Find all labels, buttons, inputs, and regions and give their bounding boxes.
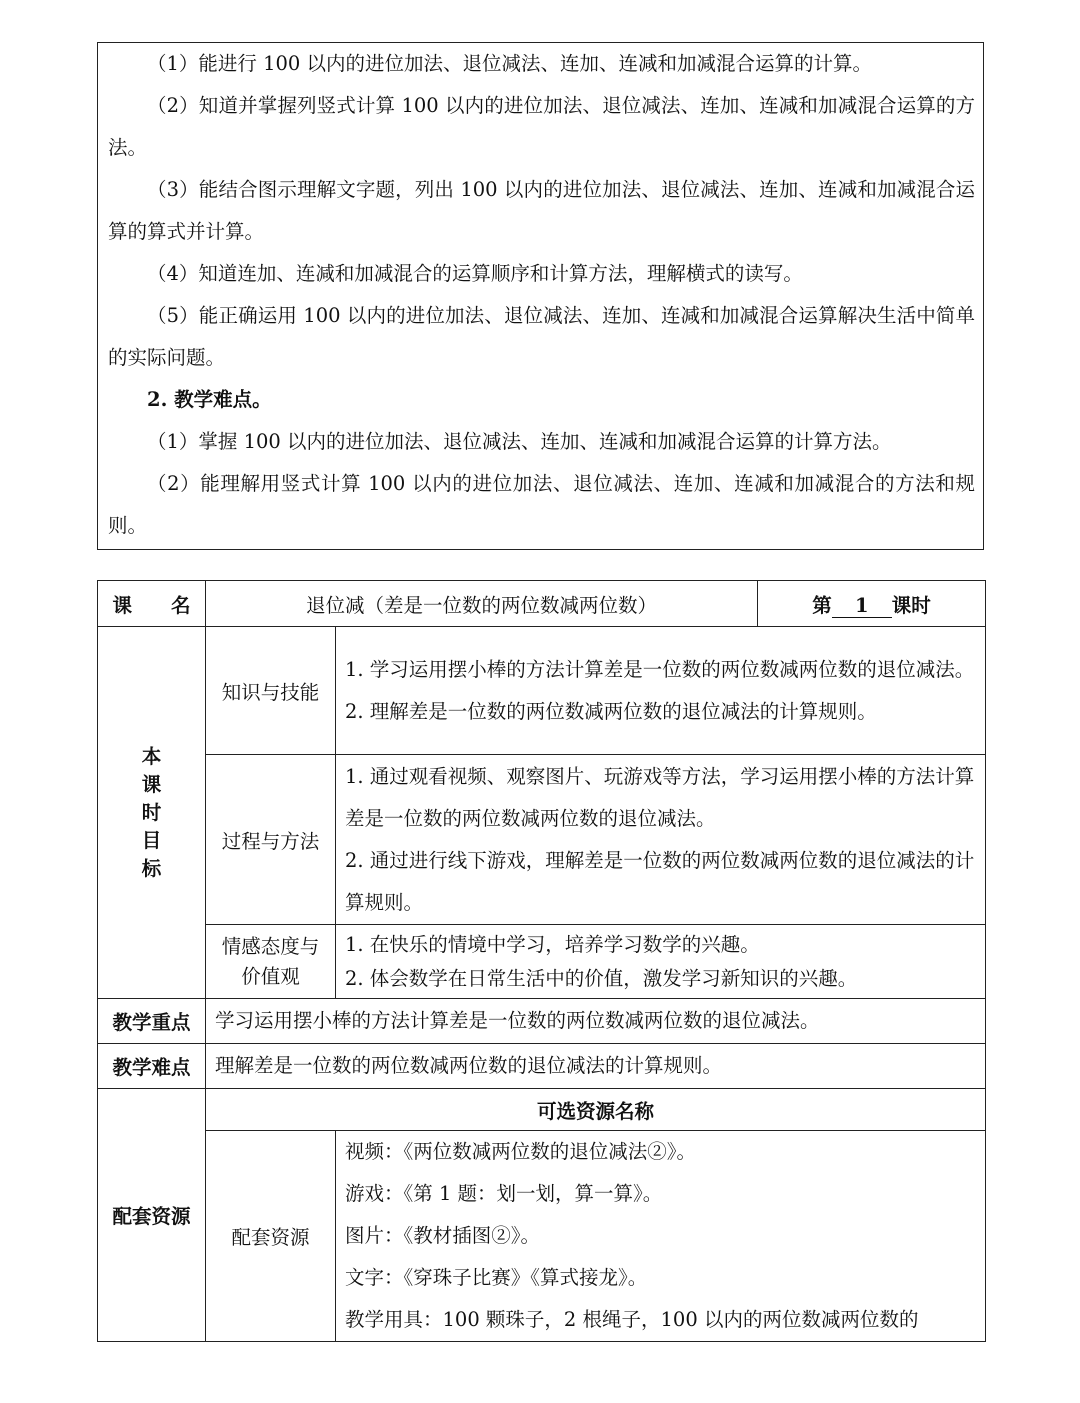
difficulty-2: （2）能理解用竖式计算 100 以内的进位加法、退位减法、连加、连减和加减混合的方法和规则。 [108,472,975,537]
period-number: 1 [832,595,892,618]
process-item: 2. 通过进行线下游戏，理解差是一位数的两位数减两位数的退位减法的计算规则。 [345,848,975,914]
emotion-item: 2. 体会数学在日常生活中的价值，激发学习新知识的兴趣。 [345,966,858,990]
key-point-content [206,999,986,1044]
knowledge-item: 2. 理解差是一位数的两位数减两位数的退位减法的计算规则。 [345,699,877,723]
resources-header: 可选资源名称 [206,1089,986,1131]
key-point-text: 学习运用摆小棒的方法计算差是一位数的两位数减两位数的退位减法。 [215,1009,820,1032]
objectives-label-char: 目 [141,828,162,852]
resource-item: 游戏：《第 1 题：划一划，算一算》。 [345,1182,663,1205]
emotion-row [98,925,986,999]
knowledge-item: 1. 学习运用摆小棒的方法计算差是一位数的两位数减两位数的退位减法。 [345,657,975,681]
resource-item: 图片：《教材插图②》。 [345,1224,541,1247]
objectives-label-char: 课 [141,772,162,796]
process-label: 过程与方法 [206,755,336,925]
period-prefix: 第 [812,593,832,617]
objective-3: （3）能结合图示理解文字题，列出 100 以内的进位加法、退位减法、连加、连减和加减混合运算的算式并计算。 [108,178,975,243]
resources-sub-label: 配套资源 [206,1131,336,1342]
objective-1: （1）能进行 100 以内的进位加法、退位减法、连加、连减和加减混合运算的计算。 [147,52,873,75]
emotion-content [336,925,986,999]
knowledge-label: 知识与技能 [206,627,336,755]
objectives-box [97,42,984,550]
knowledge-content [336,627,986,755]
difficulty-heading: 2. 教学难点。 [147,388,272,411]
resource-item: 教学用具：100 颗珠子，2 根绳子，100 以内的两位数减两位数的 [345,1308,919,1331]
emotion-label-line: 价值观 [241,964,300,988]
period-suffix: 课时 [891,593,931,617]
objectives-label [98,627,206,999]
emotion-item: 1. 在快乐的情境中学习，培养学习数学的兴趣。 [345,932,760,956]
lesson-plan-table [97,580,986,1342]
difficulty-label: 教学难点 [98,1044,206,1089]
objective-2: （2）知道并掌握列竖式计算 100 以内的进位加法、退位减法、连加、连减和加减混合运算的方法。 [108,94,975,159]
knowledge-row [98,627,986,755]
objectives-label-char: 本 [141,744,162,768]
resources-content [336,1131,986,1342]
key-point-row [98,999,986,1044]
process-item: 1. 通过观看视频、观察图片、玩游戏等方法，学习运用摆小棒的方法计算差是一位数的两位数减两位数的退位减法。 [345,764,975,830]
difficulty-content [206,1044,986,1089]
difficulty-row [98,1044,986,1089]
process-row [98,755,986,925]
course-row [98,581,986,627]
objectives-label-char: 标 [141,856,162,880]
resources-header-row [98,1089,986,1131]
emotion-label [206,925,336,999]
emotion-label-line: 情感态度与 [221,934,320,958]
resource-item: 文字：《穿珠子比赛》《算式接龙》。 [345,1266,648,1289]
course-label: 课 名 [98,581,206,627]
difficulty-text: 理解差是一位数的两位数减两位数的退位减法的计算规则。 [215,1054,723,1077]
period-cell [758,581,986,627]
course-name: 退位减（差是一位数的两位数减两位数） [206,581,758,627]
resource-item: 视频：《两位数减两位数的退位减法②》。 [345,1140,697,1163]
key-point-label: 教学重点 [98,999,206,1044]
resources-row [98,1131,986,1342]
objective-4: （4）知道连加、连减和加减混合的运算顺序和计算方法，理解横式的读写。 [147,262,803,285]
resources-label: 配套资源 [98,1089,206,1342]
objectives-label-char: 时 [141,800,162,824]
difficulty-1: （1）掌握 100 以内的进位加法、退位减法、连加、连减和加减混合运算的计算方法。 [147,430,892,453]
process-content [336,755,986,925]
objective-5: （5）能正确运用 100 以内的进位加法、退位减法、连加、连减和加减混合运算解决生活中简单的实际问题。 [108,304,975,369]
